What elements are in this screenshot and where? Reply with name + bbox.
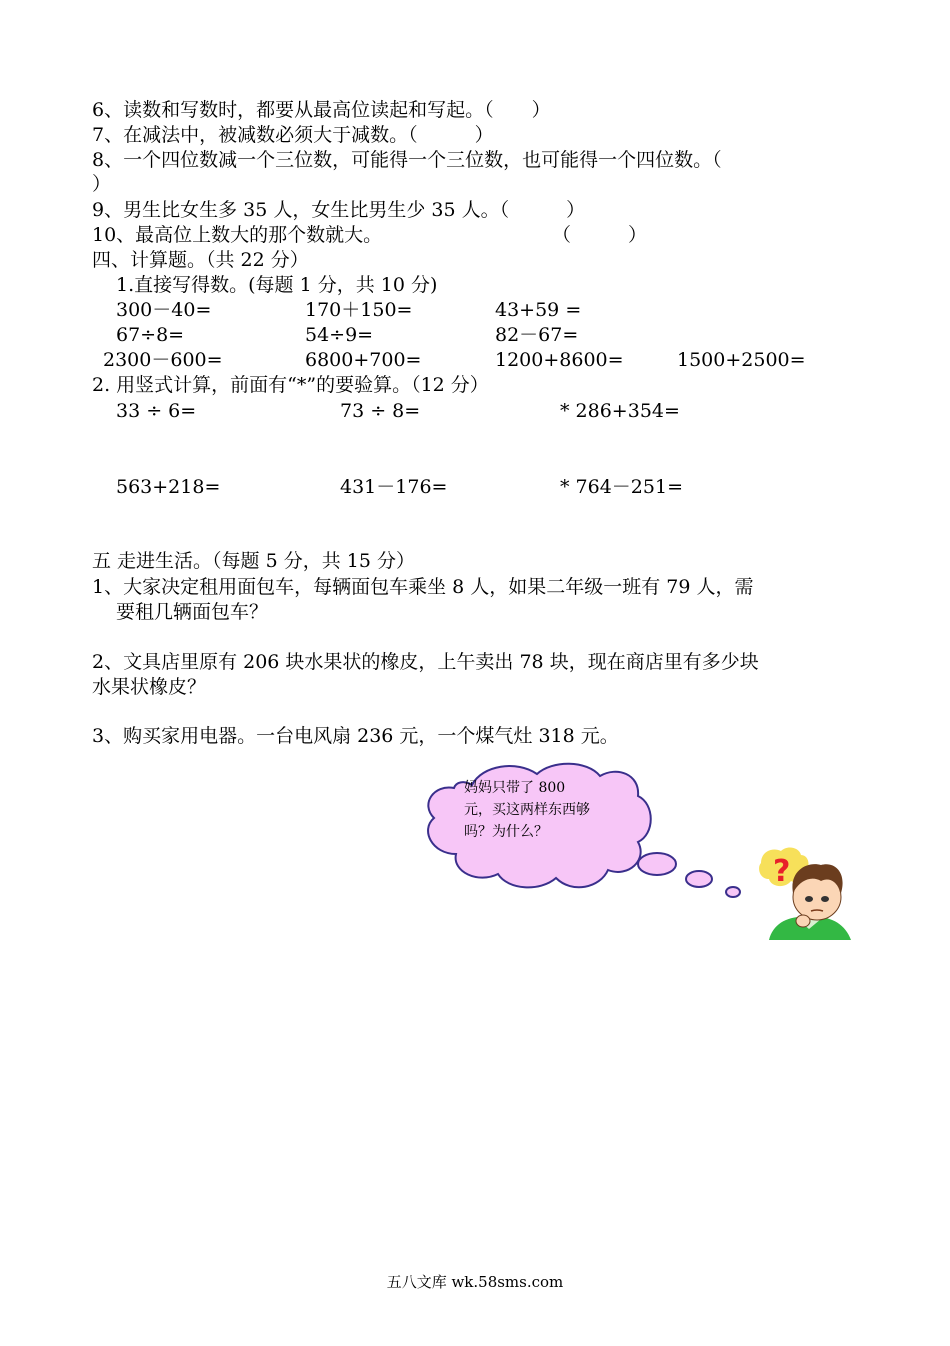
- thinking-boy-illustration: [759, 845, 860, 940]
- thought-dot-small: [726, 887, 740, 897]
- direct-item: 300－40=: [116, 299, 212, 321]
- question-7: 7、在减法中，被减数必须大于减数。（ ）: [92, 124, 494, 146]
- thought-bubble-text: 妈妈只带了 800 元，买这两样东西够吗？为什么？: [464, 780, 590, 840]
- life-title: 五 走进生活。（每题 5 分，共 15 分）: [92, 550, 415, 572]
- thought-dot-large: [638, 853, 676, 875]
- direct-item: 6800+700=: [305, 349, 422, 371]
- life-question-1-line1: 1、大家决定租用面包车，每辆面包车乘坐 8 人，如果二年级一班有 79 人，需: [92, 576, 754, 598]
- life-question-2-line2: 水果状橡皮？: [92, 676, 207, 698]
- thought-dot-medium: [686, 871, 712, 887]
- calc-title: 四、计算题。（共 22 分）: [92, 249, 309, 271]
- direct-item: 54÷9=: [305, 324, 374, 346]
- vertical-calc-title: 2. 用竖式计算，前面有“*”的要验算。（12 分）: [92, 374, 489, 396]
- direct-calc-title: 1.直接写得数。(每题 1 分，共 10 分): [116, 274, 438, 296]
- direct-item: 1200+8600=: [495, 349, 624, 371]
- boy-left-eye: [805, 896, 813, 902]
- vertical-item: 33 ÷ 6=: [116, 400, 197, 422]
- vertical-item: * 286+354=: [560, 400, 680, 422]
- direct-item: 67÷8=: [116, 324, 185, 346]
- boy-hand: [796, 915, 810, 927]
- page-footer: 五八文库 wk.58sms.com: [386, 1273, 564, 1291]
- question-mark-icon: ?: [773, 854, 791, 889]
- question-6: 6、读数和写数时，都要从最高位读起和写起。（ ）: [92, 99, 551, 121]
- direct-item: 2300－600=: [103, 349, 223, 371]
- question-8-line2: ）: [92, 173, 112, 195]
- direct-item: 82－67=: [495, 324, 579, 346]
- question-8-line1: 8、一个四位数减一个三位数，可能得一个三位数，也可能得一个四位数。（: [92, 149, 722, 171]
- direct-item: 43+59 =: [495, 299, 582, 321]
- vertical-item: 73 ÷ 8=: [340, 400, 421, 422]
- direct-item: 1500+2500=: [677, 349, 806, 371]
- vertical-item: 431－176=: [340, 476, 448, 498]
- life-question-3: 3、购买家用电器。一台电风扇 236 元，一个煤气灶 318 元。: [92, 725, 619, 747]
- question-9: 9、男生比女生多 35 人，女生比男生少 35 人。（ ）: [92, 199, 586, 221]
- boy-right-eye: [821, 896, 829, 902]
- direct-item: 170＋150=: [305, 299, 413, 321]
- vertical-item: 563+218=: [116, 476, 221, 498]
- question-10-answer-paren: （ ）: [552, 224, 648, 246]
- question-10: 10、最高位上数大的那个数就大。: [92, 224, 383, 246]
- vertical-item: * 764－251=: [560, 476, 683, 498]
- life-question-2-line1: 2、文具店里原有 206 块水果状的橡皮，上午卖出 78 块，现在商店里有多少块: [92, 651, 759, 673]
- life-question-1-line2: 要租几辆面包车？: [116, 601, 269, 623]
